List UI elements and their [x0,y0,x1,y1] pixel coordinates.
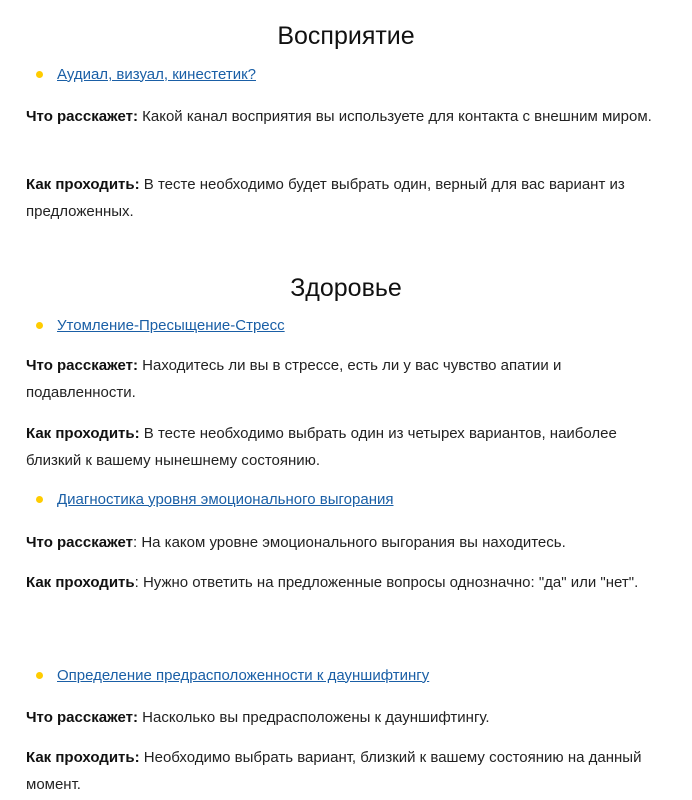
how-label: Как проходить: [26,176,140,193]
test-link-stress[interactable]: Утомление-Пресыщение-Стресс [57,316,285,334]
test-description [26,529,666,556]
how-text: : Нужно ответить на предложенные вопросы однозначно: "да" или "нет". [134,574,639,591]
test-link-audial[interactable]: Аудиал, визуал, кинестетик? [57,65,256,83]
list-item [36,315,285,335]
test-link-downshifting[interactable]: Определение предрасположенности к дауншифтингу [57,666,430,684]
how-label: Как проходить [26,574,135,591]
test-description [26,352,666,406]
what-label: Что расскажет [26,534,133,551]
list-item [36,489,393,509]
test-description [26,704,666,731]
test-instructions [26,420,666,474]
what-text: : На каком уровне эмоционального выгорания вы находитесь. [133,534,566,551]
list-item [36,665,429,685]
bullet-icon [36,672,43,679]
how-text: В тесте необходимо будет выбрать один, верный для вас вариант из предложенных. [26,176,625,220]
test-instructions [26,171,666,225]
what-label: Что расскажет: [26,108,138,125]
how-text: Необходимо выбрать вариант, близкий к вашему состоянию на данный момент. [26,749,642,793]
bullet-icon [36,496,43,503]
what-text: Какой канал восприятия вы используете для контакта с внешним миром. [137,108,652,125]
what-text: Насколько вы предрасположены к дауншифтингу. [137,709,490,726]
test-instructions [26,569,666,596]
section-title-perception: Восприятие [277,22,415,50]
what-text: Находитесь ли вы в стрессе, есть ли у вас чувство апатии и подавленности. [26,357,562,401]
how-label: Как проходить: [26,425,140,442]
how-label: Как проходить: [26,749,140,766]
test-link-burnout[interactable]: Диагностика уровня эмоционального выгорания [57,490,394,508]
section-title-health: Здоровье [290,274,402,302]
test-instructions [26,744,666,798]
list-item [36,64,256,84]
bullet-icon [36,71,43,78]
test-description [26,103,666,130]
what-label: Что расскажет: [26,357,138,374]
how-text: В тесте необходимо выбрать один из четырех вариантов, наиболее близкий к вашему нынешнему состоянию. [26,425,617,469]
bullet-icon [36,322,43,329]
what-label: Что расскажет: [26,709,138,726]
